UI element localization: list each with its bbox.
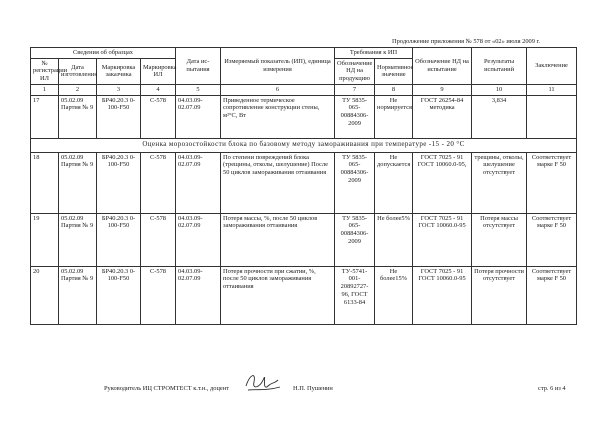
- cell-norm: Не нормируется: [375, 95, 413, 138]
- cell-indicator: Потеря прочности при сжатии, %, после 50 циклов замораживания оттаивания: [221, 266, 335, 324]
- column-number: 8: [375, 84, 413, 95]
- header-marking-lab: Маркировка ИЛ: [141, 58, 176, 84]
- cell-indicator: По степени повреждений блока (трещины, отколы, шелушение) После 50 циклов замораживания оттаивания: [221, 152, 335, 213]
- section-title-row: [31, 138, 577, 152]
- cell-mark-customer: БР40.20.3 0-100-F50: [97, 213, 141, 266]
- column-number: 4: [141, 84, 176, 95]
- cell-test-date: 04.03.09-02.07.09: [176, 266, 221, 324]
- column-number: 10: [472, 84, 527, 95]
- page-number: стр. 6 из 4: [538, 385, 566, 392]
- signatory-name: Н.П. Пушенин: [293, 385, 333, 392]
- cell-test-date: 04.03.09-02.07.09: [176, 213, 221, 266]
- column-number: 1: [31, 84, 59, 95]
- header-marking-customer: Маркировка заказчика: [97, 58, 141, 84]
- header-nd-product: Обозначение НД на продукцию: [335, 58, 375, 84]
- section-title: Оценка морозостойкости блока по базовому методу замораживания при температуре -15 - 20 °С: [31, 138, 577, 152]
- column-number: 2: [59, 84, 97, 95]
- header-indicator: Измеряемый показатель (ИП), единица измерения: [221, 48, 335, 85]
- cell-result: 3,834: [472, 95, 527, 138]
- cell-conclusion: Соответствует марке F 50: [527, 213, 577, 266]
- cell-made: 05.02.09 Партия № 9: [59, 152, 97, 213]
- cell-reg: 18: [31, 152, 59, 213]
- header-conclusion: Заключение: [527, 48, 577, 85]
- cell-test-date: 04.03.09-02.07.09: [176, 152, 221, 213]
- cell-conclusion: [527, 95, 577, 138]
- cell-conclusion: Соответствует марке F 50: [527, 152, 577, 213]
- cell-reg: 20: [31, 266, 59, 324]
- header-requirements-group: Требования к ИП: [335, 48, 413, 59]
- header-reg-num: № регистрации ИЛ: [31, 58, 59, 84]
- column-number: 5: [176, 84, 221, 95]
- cell-mark-customer: БР40.20.3 0-100-F50: [97, 266, 141, 324]
- cell-nd-product: ТУ 5835-065-00884306-2009: [335, 95, 375, 138]
- cell-result: трещины, отколы, шелушение отсутствует: [472, 152, 527, 213]
- header-date-made: Дата изготовления: [59, 58, 97, 84]
- column-number: 7: [335, 84, 375, 95]
- cell-method: ГОСТ 7025 - 91 ГОСТ 10060.0-95,: [413, 152, 472, 213]
- cell-result: Потеря массы отсутствует: [472, 213, 527, 266]
- column-number: 11: [527, 84, 577, 95]
- cell-reg: 19: [31, 213, 59, 266]
- column-number: 3: [97, 84, 141, 95]
- cell-test-date: 04.03.09-02.07.09: [176, 95, 221, 138]
- cell-method: ГОСТ 7025 - 91 ГОСТ 10060.0-95: [413, 213, 472, 266]
- cell-method: ГОСТ 26254-84 методика: [413, 95, 472, 138]
- handwritten-signature: [242, 368, 282, 398]
- cell-nd-product: ТУ 5835-065-00884306-2009: [335, 213, 375, 266]
- cell-result: Потеря прочности отсутствует: [472, 266, 527, 324]
- header-test-date: Дата ис-пытания: [176, 48, 221, 85]
- cell-indicator: Потеря массы, %, после 50 циклов замораживания оттаивания: [221, 213, 335, 266]
- cell-mark-lab: С-578: [141, 95, 176, 138]
- cell-mark-lab: С-578: [141, 213, 176, 266]
- signatory-title: Руководитель ИЦ СТРОМТЕСТ к.т.н., доцент: [104, 385, 229, 392]
- test-results-table: [30, 47, 577, 325]
- header-samples-group: Сведения об образцах: [31, 48, 176, 59]
- cell-norm: Не более5%: [375, 213, 413, 266]
- cell-made: 05.02.09 Партия № 9: [59, 95, 97, 138]
- cell-mark-customer: БР40.20.3 0-100-F50: [97, 152, 141, 213]
- cell-mark-customer: БР40.20.3 0-100-F50: [97, 95, 141, 138]
- cell-mark-lab: С-578: [141, 266, 176, 324]
- cell-nd-product: ТУ 5835-065-00884306-2009: [335, 152, 375, 213]
- cell-norm: Не более15%: [375, 266, 413, 324]
- cell-mark-lab: С-578: [141, 152, 176, 213]
- cell-conclusion: Соответствует марке F 50: [527, 266, 577, 324]
- column-number: 9: [413, 84, 472, 95]
- column-number-row: [31, 84, 577, 95]
- cell-indicator: Приведенное термическое сопротивление конструкции стены, м²°С, Вт: [221, 95, 335, 138]
- cell-made: 05.02.09 Партия № 9: [59, 213, 97, 266]
- header-results: Результаты испытаний: [472, 48, 527, 85]
- table-row: [31, 213, 577, 266]
- column-number: 6: [221, 84, 335, 95]
- cell-made: 05.02.09 Партия № 9: [59, 266, 97, 324]
- cell-norm: Не допускается: [375, 152, 413, 213]
- table-row: [31, 152, 577, 213]
- cell-reg: 17: [31, 95, 59, 138]
- header-method: Обозначение НД на испытание: [413, 48, 472, 85]
- table-row: [31, 266, 577, 324]
- header-norm-value: Нормативное значение: [375, 58, 413, 84]
- cell-nd-product: ТУ-5741-001-20892727-96, ГОСТ 6133-84: [335, 266, 375, 324]
- cell-method: ГОСТ 7025 - 91 ГОСТ 10060.0-95: [413, 266, 472, 324]
- table-row: [31, 95, 577, 138]
- appendix-header-note: Продолжение приложения № 578 от «02» июля 2009 г.: [392, 38, 541, 45]
